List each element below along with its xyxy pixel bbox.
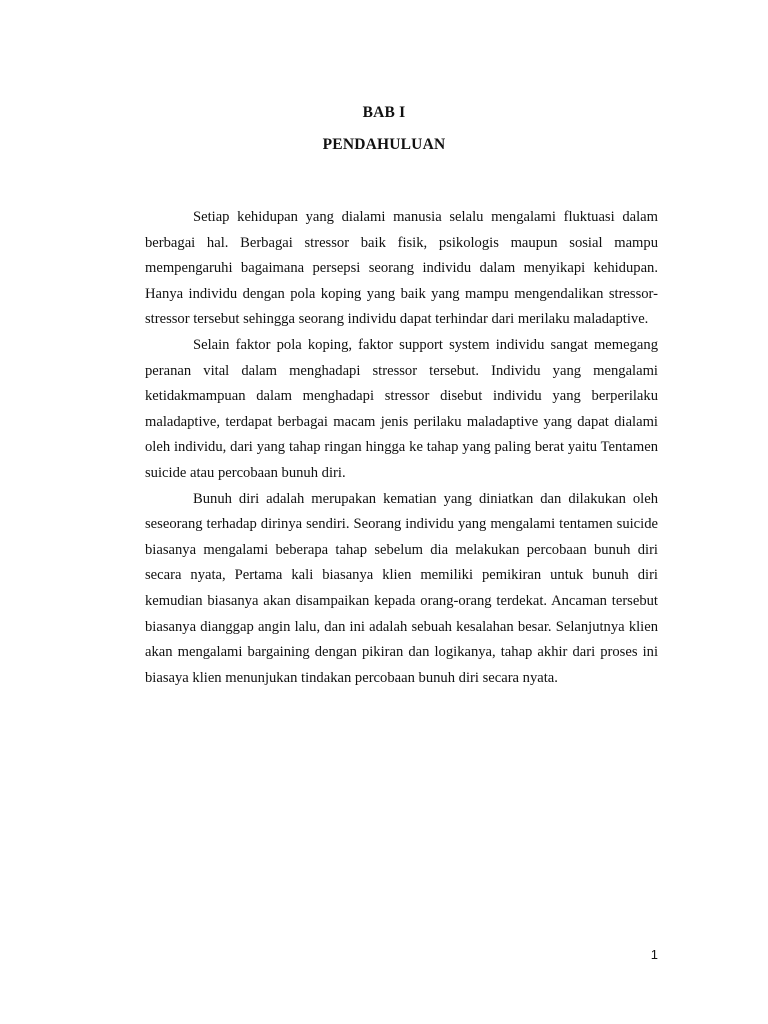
paragraph: Selain faktor pola koping, faktor support system individu sangat memegang peranan vital dalam menghadapi stressor tersebut. Individu yang mengalami ketidakmampuan dalam menghadapi stressor disebut individu yang berperilaku maladaptive, terdapat berbagai macam jenis perilaku maladaptive yang dapat dialami oleh individu, dari yang tahap ringan hingga ke tahap yang paling berat yaitu Tentamen suicide atau percobaan bunuh diri. (145, 336, 658, 481)
chapter-title: PENDAHULUAN (322, 136, 446, 153)
paragraph: Setiap kehidupan yang dialami manusia selalu mengalami fluktuasi dalam berbagai hal. Berbagai stressor baik fisik, psikologis maupun sosial mampu mempengaruhi bagaimana persepsi seorang individu dalam menyikapi kehidupan. Hanya individu dengan pola koping yang baik yang mampu mengendalikan stressor-stressor tersebut sehingga seorang individu dapat terhindar dari merilaku maladaptive. (145, 209, 658, 328)
chapter-heading: BAB I (362, 104, 406, 121)
paragraph: Bunuh diri adalah merupakan kematian yang diniatkan dan dilakukan oleh seseorang terhadap dirinya sendiri. Seorang individu yang mengalami tentamen suicide biasanya mengalami beberapa tahap sebelum dia melakukan percobaan bunuh diri secara nyata, Pertama kali biasanya klien memiliki pemikiran untuk bunuh diri kemudian biasanya akan disampaikan kepada orang-orang terdekat. Ancaman tersebut biasanya dianggap angin lalu, dan ini adalah sebuah kesalahan besar. Selanjutnya klien akan mengalami bargaining dengan pikiran dan logikanya, tahap akhir dari proses ini biasaya klien menunjukan tindakan percobaan bunuh diri secara nyata. (145, 490, 658, 686)
page-number: 1 (650, 947, 658, 962)
body-text (145, 205, 658, 691)
